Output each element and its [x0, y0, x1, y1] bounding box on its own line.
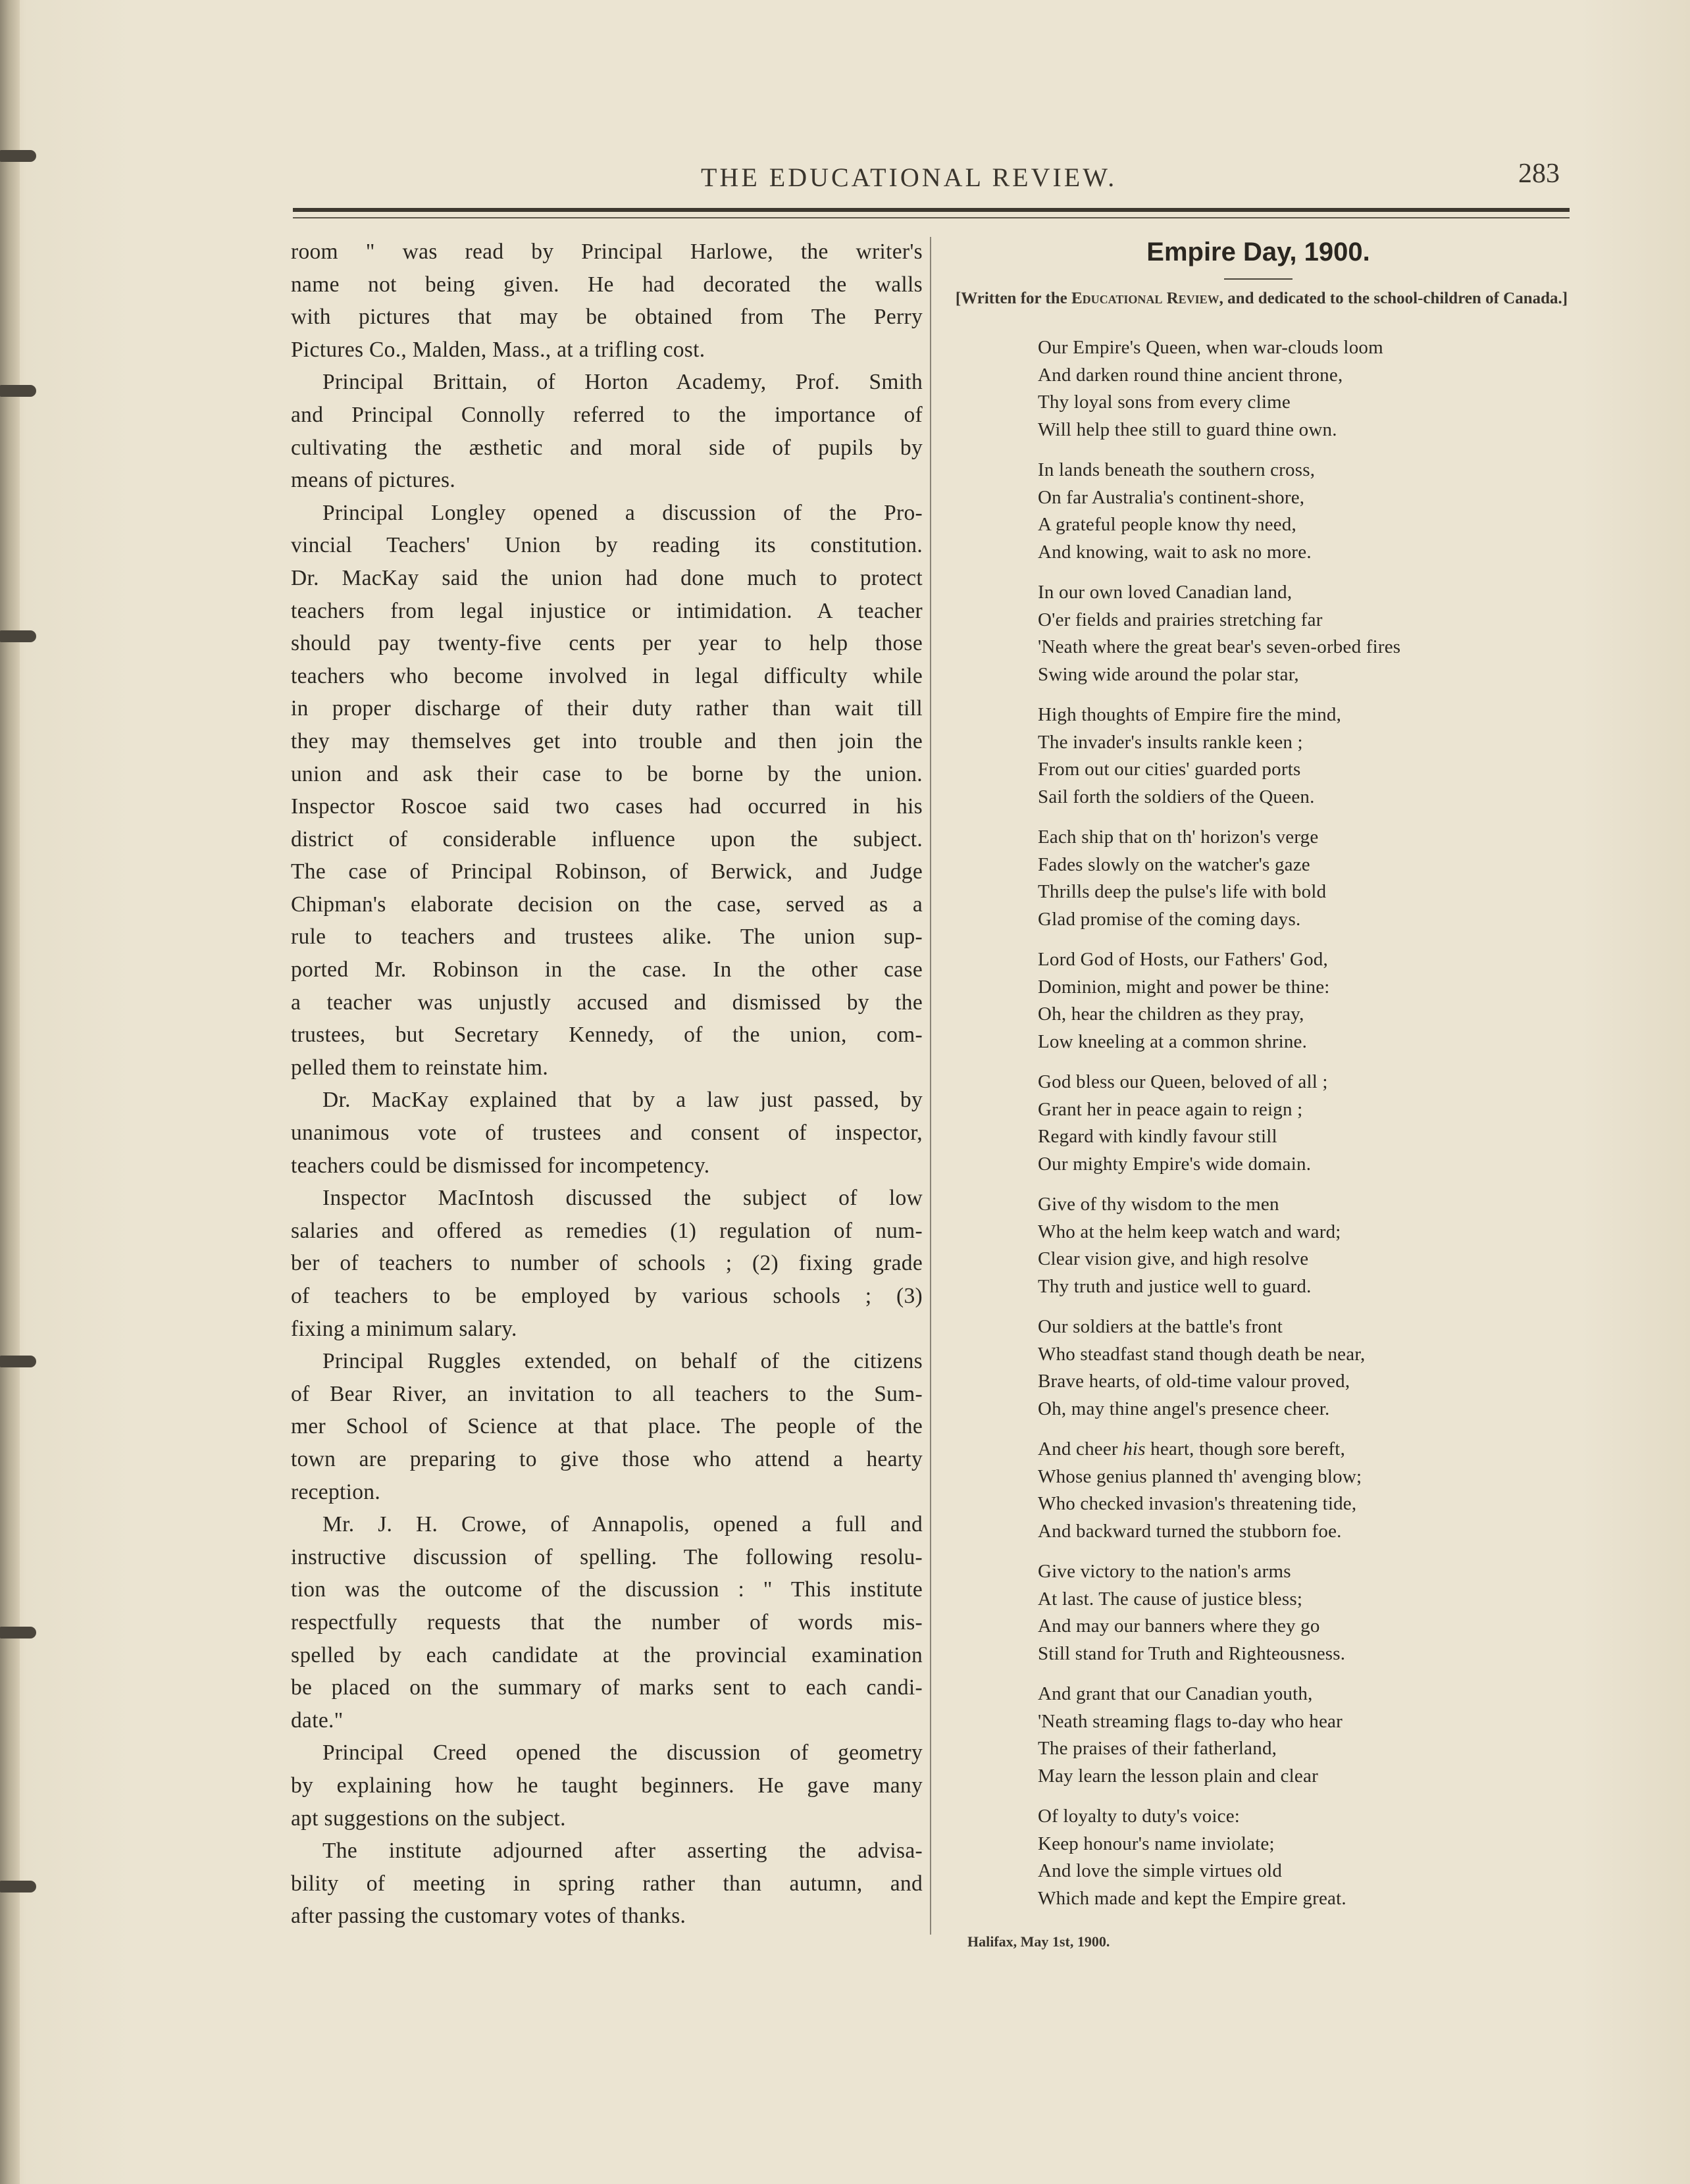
header-rule-thin	[293, 217, 1570, 218]
text-line: tion was the outcome of the discussion : " This institute	[291, 1577, 923, 1602]
poem-stanzas	[1038, 334, 1577, 1925]
poem-line: Low kneeling at a common shrine.	[1038, 1030, 1308, 1052]
poem-line: Of loyalty to duty's voice:	[1038, 1806, 1241, 1827]
text-line: Mr. J. H. Crowe, of Annapolis, opened a full and	[322, 1512, 923, 1537]
text-line: fixing a minimum salary.	[291, 1316, 517, 1341]
text-line: Inspector Roscoe said two cases had occurred in his	[291, 794, 923, 819]
poem-line: God bless our Queen, beloved of all ;	[1038, 1071, 1328, 1092]
page-header	[296, 158, 1560, 197]
text-line: teachers from legal injustice or intimidation. A teacher	[291, 598, 923, 623]
article-paragraph	[291, 1835, 923, 1933]
binding-tab	[0, 385, 36, 397]
poem-line: And backward turned the stubborn foe.	[1038, 1520, 1342, 1542]
text-line: The institute adjourned after asserting the advisa-	[322, 1839, 923, 1864]
text-line: cultivating the æsthetic and moral side of pupils by	[291, 435, 923, 460]
poem-stanza	[1038, 1681, 1577, 1790]
poem-line: Regard with kindly favour still	[1038, 1126, 1277, 1147]
text-line: vincial Teachers' Union by reading its constitution.	[291, 533, 923, 558]
article-paragraph	[291, 1345, 923, 1508]
poem-stanza	[1038, 1436, 1577, 1545]
poem-stanza	[1038, 701, 1577, 811]
text-line: and Principal Connolly referred to the importance of	[291, 402, 923, 427]
article-paragraph	[291, 1737, 923, 1835]
text-line: instructive discussion of spelling. The following resolu-	[291, 1544, 923, 1569]
poem-line: Thy loyal sons from every clime	[1038, 392, 1291, 413]
publication-name: Educational Review	[1071, 290, 1219, 307]
article-paragraph	[291, 1508, 923, 1737]
poem-line: From out our cities' guarded ports	[1038, 759, 1301, 780]
text-line: rule to teachers and trustees alike. The union sup-	[291, 925, 923, 950]
poem-stanza	[1038, 1313, 1577, 1423]
poem-line: And love the simple virtues old	[1038, 1860, 1283, 1881]
text-line: a teacher was unjustly accused and dismissed by the	[291, 990, 923, 1015]
text-line: date."	[291, 1708, 344, 1733]
poem-line: Our mighty Empire's wide domain.	[1038, 1153, 1312, 1175]
header-rule	[293, 208, 1570, 212]
poem-line: Give of thy wisdom to the men	[1038, 1194, 1279, 1215]
poem-line: Will help thee still to guard thine own.	[1038, 419, 1337, 440]
text-line: trustees, but Secretary Kennedy, of the union, com-	[291, 1023, 923, 1048]
text-line: with pictures that may be obtained from The Perry	[291, 305, 923, 330]
text-line: of Bear River, an invitation to all teachers to the Sum-	[291, 1381, 923, 1406]
poem-signoff: Halifax, May 1st, 1900.	[967, 1933, 1110, 1950]
text-line: of teachers to be employed by various schools ; (3)	[291, 1284, 923, 1308]
text-line: room " was read by Principal Harlowe, the writer's	[291, 240, 923, 264]
text-line: Principal Brittain, of Horton Academy, Prof. Smith	[322, 370, 923, 395]
text-line: bility of meeting in spring rather than autumn, and	[291, 1871, 923, 1896]
poem-line: And may our banners where they go	[1038, 1615, 1320, 1637]
poem-line: 'Neath where the great bear's seven-orbed fires	[1038, 636, 1401, 657]
poem-line: High thoughts of Empire fire the mind,	[1038, 704, 1342, 725]
poem-line: Brave hearts, of old-time valour proved,	[1038, 1371, 1350, 1392]
text-line: town are preparing to give those who attend a hearty	[291, 1446, 923, 1471]
binding-tab	[0, 1881, 36, 1892]
poem-stanza	[1038, 1069, 1577, 1178]
poem-stanza	[1038, 946, 1577, 1055]
poem-line: In our own loved Canadian land,	[1038, 582, 1293, 603]
text-line: apt suggestions on the subject.	[291, 1806, 566, 1831]
text-line: pelled them to reinstate him.	[291, 1055, 549, 1080]
poem-line: Thy truth and justice well to guard.	[1038, 1275, 1312, 1297]
poem-line: In lands beneath the southern cross,	[1038, 459, 1316, 480]
poem-dedication: [Written for the Educational Review, and dedicated to the school-children of Canada.]	[955, 290, 1568, 307]
poem-line: The praises of their fatherland,	[1038, 1738, 1277, 1759]
poem-stanza	[1038, 457, 1577, 566]
text-line: Dr. MacKay explained that by a law just passed, by	[322, 1088, 923, 1113]
text-line: union and ask their case to be borne by the union.	[291, 761, 923, 786]
text-line: ported Mr. Robinson in the case. In the other case	[291, 957, 923, 982]
poem-line: Dominion, might and power be thine:	[1038, 976, 1330, 998]
text-line: Pictures Co., Malden, Mass., at a trifling cost.	[291, 337, 705, 362]
poem-line: Oh, hear the children as they pray,	[1038, 1003, 1304, 1025]
text-line: they may themselves get into trouble and then join the	[291, 728, 923, 753]
poem-line: Thrills deep the pulse's life with bold	[1038, 881, 1327, 902]
article-paragraph	[291, 236, 923, 366]
poem-line: Swing wide around the polar star,	[1038, 663, 1299, 685]
poem-stanza	[1038, 1191, 1577, 1300]
text-line: means of pictures.	[291, 468, 456, 493]
poem-line: And cheer his heart, though sore bereft,	[1038, 1438, 1346, 1460]
poem-line: Lord God of Hosts, our Fathers' God,	[1038, 949, 1328, 970]
binding-tab	[0, 150, 36, 162]
text-line: by explaining how he taught beginners. He gave many	[291, 1773, 923, 1798]
poem-line: 'Neath streaming flags to-day who hear	[1038, 1710, 1343, 1732]
article-paragraph	[291, 1182, 923, 1345]
column-divider	[930, 237, 931, 1935]
text-line: teachers who become involved in legal difficulty while	[291, 663, 923, 688]
poem-title: Empire Day, 1900.	[1146, 238, 1370, 267]
poem-line: Each ship that on th' horizon's verge	[1038, 826, 1319, 848]
binding-tab	[0, 1627, 36, 1638]
poem-line: Grant her in peace again to reign ;	[1038, 1098, 1303, 1120]
poem-line: May learn the lesson plain and clear	[1038, 1765, 1318, 1787]
text-line: in proper discharge of their duty rather than wait till	[291, 696, 923, 721]
poem-line: Fades slowly on the watcher's gaze	[1038, 853, 1310, 875]
poem-line: Who steadfast stand though death be near,	[1038, 1343, 1366, 1365]
text-line: teachers could be dismissed for incompetency.	[291, 1153, 710, 1178]
poem-line: Glad promise of the coming days.	[1038, 908, 1301, 930]
text-line: Chipman's elaborate decision on the case, served as a	[291, 892, 923, 917]
poem-line: O'er fields and prairies stretching far	[1038, 609, 1323, 630]
text-line: spelled by each candidate at the provincial examination	[291, 1642, 923, 1667]
text-line: ber of teachers to number of schools ; (2) fixing grade	[291, 1251, 923, 1276]
poem-line: At last. The cause of justice bless;	[1038, 1588, 1303, 1610]
poem-line: Which made and kept the Empire great.	[1038, 1887, 1346, 1909]
poem-line: And darken round thine ancient throne,	[1038, 364, 1343, 386]
poem-column	[942, 236, 1574, 1950]
text-line: after passing the customary votes of thanks.	[291, 1904, 686, 1929]
poem-line: Keep honour's name inviolate;	[1038, 1833, 1275, 1854]
poem-line: Whose genius planned th' avenging blow;	[1038, 1465, 1362, 1487]
poem-line: Give victory to the nation's arms	[1038, 1561, 1291, 1582]
text-line: be placed on the summary of marks sent to each candi-	[291, 1675, 923, 1700]
text-line: Dr. MacKay said the union had done much to protect	[291, 565, 923, 590]
poem-line: Who at the helm keep watch and ward;	[1038, 1221, 1341, 1242]
poem-line: Oh, may thine angel's presence cheer.	[1038, 1398, 1330, 1419]
text-line: Principal Ruggles extended, on behalf of the citizens	[322, 1349, 923, 1374]
poem-line: And grant that our Canadian youth,	[1038, 1683, 1313, 1704]
poem-stanza	[1038, 824, 1577, 933]
text-line: reception.	[291, 1479, 381, 1504]
text-line: district of considerable influence upon the subject.	[291, 826, 923, 851]
poem-line: A grateful people know thy need,	[1038, 514, 1296, 535]
text-line: unanimous vote of trustees and consent of inspector,	[291, 1121, 923, 1146]
poem-line: Sail forth the soldiers of the Queen.	[1038, 786, 1315, 807]
article-paragraph	[291, 1084, 923, 1182]
text-line: should pay twenty-five cents per year to help those	[291, 631, 923, 656]
poem-stanza	[1038, 1803, 1577, 1912]
poem-stanza	[1038, 334, 1577, 444]
running-title: THE EDUCATIONAL REVIEW.	[701, 163, 1117, 192]
title-rule	[1224, 278, 1293, 280]
poem-line: On far Australia's continent-shore,	[1038, 486, 1305, 508]
poem-stanza	[1038, 579, 1577, 688]
text-line: salaries and offered as remedies (1) regulation of num-	[291, 1218, 923, 1243]
page-number: 283	[1518, 159, 1560, 189]
poem-line: Clear vision give, and high resolve	[1038, 1248, 1309, 1269]
text-line: name not being given. He had decorated the walls	[291, 272, 923, 297]
article-paragraph	[291, 497, 923, 1084]
text-line: respectfully requests that the number of words mis-	[291, 1610, 923, 1635]
binding-edge	[0, 0, 20, 2184]
poem-line: Our soldiers at the battle's front	[1038, 1316, 1283, 1337]
text-line: The case of Principal Robinson, of Berwick, and Judge	[291, 859, 923, 884]
article-column	[291, 236, 923, 1933]
text-line: Inspector MacIntosh discussed the subject of low	[322, 1186, 923, 1211]
poem-line: Our Empire's Queen, when war-clouds loom	[1038, 337, 1383, 358]
poem-line: Who checked invasion's threatening tide,	[1038, 1493, 1357, 1514]
article-paragraph	[291, 366, 923, 496]
text-line: Principal Longley opened a discussion of the Pro-	[322, 500, 923, 525]
text-line: Principal Creed opened the discussion of geometry	[322, 1740, 923, 1765]
text-line: mer School of Science at that place. The people of the	[291, 1414, 923, 1439]
poem-line: And knowing, wait to ask no more.	[1038, 541, 1312, 563]
poem-line: The invader's insults rankle keen ;	[1038, 731, 1303, 753]
poem-line: Still stand for Truth and Righteousness.	[1038, 1642, 1346, 1664]
binding-tab	[0, 1356, 36, 1367]
poem-stanza	[1038, 1558, 1577, 1667]
binding-tab	[0, 630, 36, 642]
